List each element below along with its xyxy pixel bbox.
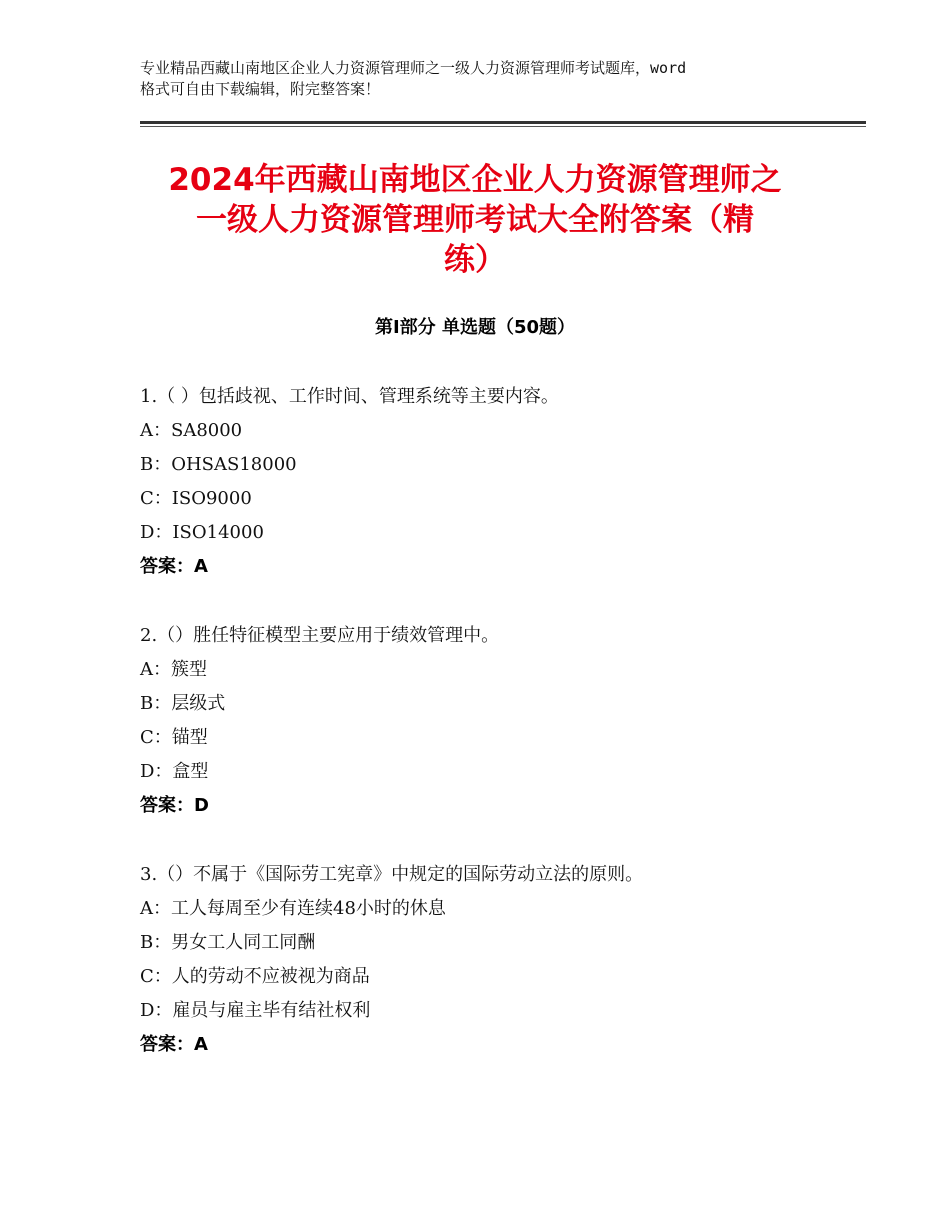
- question-2: [140, 619, 840, 823]
- document-title-line-2: 一级人力资源管理师考试大全附答案（精: [196, 202, 754, 238]
- answer: 答案：A: [140, 556, 208, 577]
- option-b: B：男女工人同工同酬: [140, 932, 316, 953]
- header-divider-thin: [140, 126, 866, 127]
- question-stem: 3.（）不属于《国际劳工宪章》中规定的国际劳动立法的原则。: [140, 864, 644, 885]
- option-a: A：工人每周至少有连续48小时的休息: [140, 898, 446, 919]
- document-title-line-3: 练）: [444, 242, 506, 278]
- option-b: B：OHSAS18000: [140, 454, 297, 475]
- option-b: B：层级式: [140, 693, 226, 714]
- option-c: C：ISO9000: [140, 488, 252, 509]
- answer: 答案：A: [140, 1034, 208, 1055]
- document-title: [130, 160, 820, 280]
- question-3: [140, 858, 840, 1062]
- header-note-line-1: 专业精品西藏山南地区企业人力资源管理师之一级人力资源管理师考试题库，word: [140, 59, 687, 77]
- option-c: C：锚型: [140, 727, 208, 748]
- question-stem: 1.（ ）包括歧视、工作时间、管理系统等主要内容。: [140, 386, 559, 407]
- section-heading: 第Ⅰ部分 单选题（50题）: [374, 317, 575, 338]
- header-note: [140, 58, 840, 100]
- option-a: A：簇型: [140, 659, 207, 680]
- header-divider-thick: [140, 121, 866, 124]
- question-stem: 2.（）胜任特征模型主要应用于绩效管理中。: [140, 625, 500, 646]
- document-title-line-1: 2024年西藏山南地区企业人力资源管理师之: [168, 162, 782, 198]
- question-1: [140, 380, 840, 584]
- option-c: C：人的劳动不应被视为商品: [140, 966, 370, 987]
- header-note-line-2: 格式可自由下载编辑，附完整答案！: [140, 80, 381, 98]
- option-d: D：雇员与雇主毕有结社权利: [140, 1000, 371, 1021]
- option-d: D：盒型: [140, 761, 209, 782]
- option-d: D：ISO14000: [140, 522, 264, 543]
- answer: 答案：D: [140, 795, 209, 816]
- option-a: A：SA8000: [140, 420, 243, 441]
